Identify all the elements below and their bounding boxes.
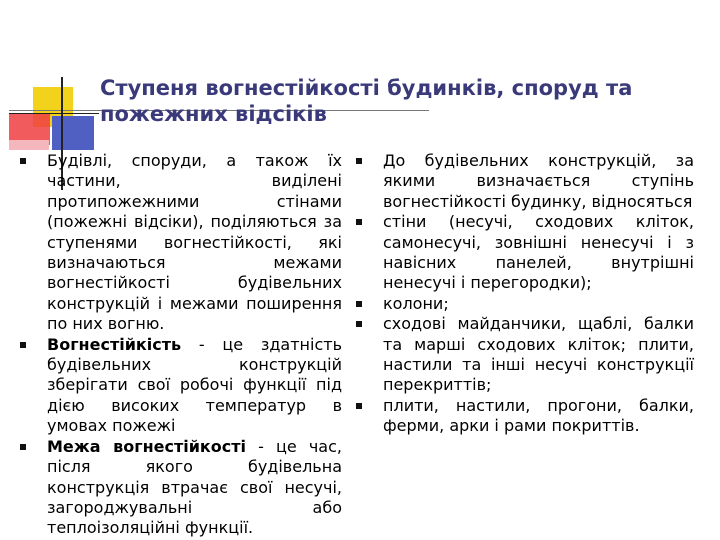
- term: Вогнестійкість: [47, 334, 182, 354]
- list-item: [356, 294, 694, 314]
- square-bullet-icon: [356, 301, 362, 307]
- list-item: [356, 314, 694, 396]
- square-bullet-icon: [356, 403, 362, 409]
- square-bullet-icon: [356, 219, 362, 225]
- list-item-text: плити, настили, прогони, балки, ферми, арки і рами покриттів.: [383, 395, 694, 436]
- list-item-text: стіни (несучі, сходових кліток, самонесучі, зовнішні ненесучі і з навісних панелей, внутрішні ненесучі і перегородки);: [383, 212, 694, 293]
- list-item: [356, 151, 694, 212]
- decor-horizontal-accent: [9, 113, 99, 114]
- list-item: [356, 212, 694, 294]
- list-item-text: колони;: [383, 293, 449, 313]
- list-item: [20, 151, 342, 335]
- list-item-text: [47, 151, 342, 335]
- square-bullet-icon: [20, 444, 26, 450]
- list-item-text: сходові майданчики, щаблі, балки та марші сходових кліток; плити, настили та інші несучі конструкції перекриттів;: [383, 314, 694, 395]
- definition: - це час, після якого будівельна конструкція втрачає свої несучі, загороджувальні або теплоізоляційні функції.: [47, 436, 342, 538]
- decor-pink-bar: [9, 140, 49, 150]
- right-bullet-list: [356, 151, 694, 437]
- list-item-text: [47, 437, 342, 539]
- list-item-text: [47, 335, 342, 437]
- definition: Будівлі, споруди, а також їх частини, виділені протипожежними стінами (пожежні відсіки), поділяються за ступенями вогнестійкості, які визначаються межами вогнестійкості будівельних конструкцій і межами поширення по них вогню.: [47, 151, 342, 334]
- list-item: [20, 437, 342, 539]
- definition: - це здатність будівельних конструкцій зберігати свої робочі функції під дією високих температур в умовах пожежі: [47, 334, 342, 436]
- list-item: [356, 396, 694, 437]
- list-item: [20, 335, 342, 437]
- square-bullet-icon: [20, 342, 26, 348]
- slide-title: Ступеня вогнестійкості будинків, споруд та пожежних відсіків: [100, 76, 633, 126]
- square-bullet-icon: [356, 321, 362, 327]
- decor-blue-square: [52, 116, 94, 150]
- square-bullet-icon: [20, 158, 26, 164]
- term: Межа вогнестійкості: [47, 436, 247, 456]
- square-bullet-icon: [356, 158, 362, 164]
- left-bullet-list: [20, 151, 342, 539]
- list-item-text: До будівельних конструкцій, за якими визначається ступінь вогнестійкості будинку, відносяться: [383, 151, 694, 211]
